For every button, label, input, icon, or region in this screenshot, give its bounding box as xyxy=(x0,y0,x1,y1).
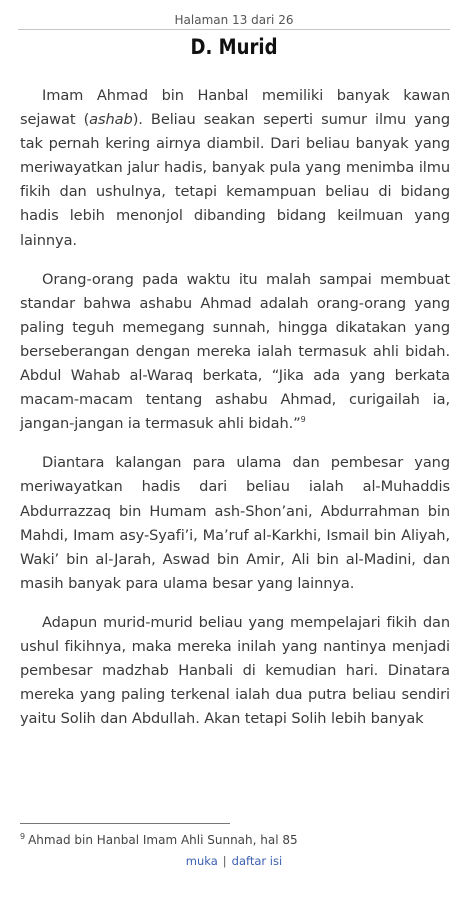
body-text xyxy=(20,84,450,746)
home-link[interactable]: muka xyxy=(185,854,218,868)
nav-separator: | xyxy=(222,854,227,868)
header-divider xyxy=(18,29,450,30)
paragraph-1-text-a: Imam Ahmad bin Hanbal memiliki banyak kawan sejawat ( xyxy=(20,87,450,129)
paragraph-3-text: Diantara kalangan para ulama dan pembesar yang meriwayatkan hadis dari beliau ialah al-Muhaddis Abdurrazzaq bin Humam ash-Shon’ani, Abdurrahman bin Mahdi, Imam asy-Syafi’i, Ma’ruf al-Karkhi, Ismail bin Aliyah, Waki’ bin al-Jarah, Aswad bin Amir, Ali bin al-Madini, dan masih banyak para ulama besar yang lainnya. xyxy=(20,454,450,592)
footnote xyxy=(20,832,450,848)
paragraph-4 xyxy=(20,611,450,731)
page-navigation xyxy=(0,853,468,869)
paragraph-1-text-b: ). Beliau seakan seperti sumur ilmu yang tak pernah kering airnya diambil. Dari beliau banyak yang meriwayatkan jalur hadis, banyak pula yang menimba ilmu fikih dan ushulnya, tetapi kemampuan beliau di bidang hadis lebih menonjol dibanding bidang keilmuan yang lainnya. xyxy=(20,111,450,249)
footnote-number: 9 xyxy=(20,832,26,841)
paragraph-1 xyxy=(20,84,450,253)
footnote-text: Ahmad bin Hanbal Imam Ahli Sunnah, hal 85 xyxy=(28,833,298,847)
paragraph-4-text: Adapun murid-murid beliau yang mempelajari fikih dan ushul fikihnya, maka mereka inilah yang nantinya menjadi pembesar madzhab Hanbali di kemudian hari. Dinatara mereka yang paling terkenal ialah dua putra beliau sendiri yaitu Solih dan Abdullah. Akan tetapi Solih lebih banyak xyxy=(20,613,450,728)
page-indicator: Halaman 13 dari 26 xyxy=(174,13,294,27)
table-of-contents-link[interactable]: daftar isi xyxy=(231,854,283,868)
paragraph-1-italic-term: ashab xyxy=(89,111,133,129)
footnote-reference[interactable]: 9 xyxy=(300,415,306,425)
paragraph-2 xyxy=(20,268,450,437)
paragraph-2-text: Orang-orang pada waktu itu malah sampai membuat standar bahwa ashabu Ahmad adalah orang-orang yang paling teguh memegang sunnah, hingga dikatakan yang berseberangan dengan mereka ialah termasuk ahli bidah. Abdul Wahab al-Waraq berkata, “Jika ada yang berkata macam-macam tentang ashabu Ahmad, curigailah ia, jangan-jangan ia termasuk ahli bidah.” xyxy=(20,270,450,433)
paragraph-3 xyxy=(20,451,450,596)
footnote-divider xyxy=(20,823,230,824)
section-title: D. Murid xyxy=(190,35,278,59)
